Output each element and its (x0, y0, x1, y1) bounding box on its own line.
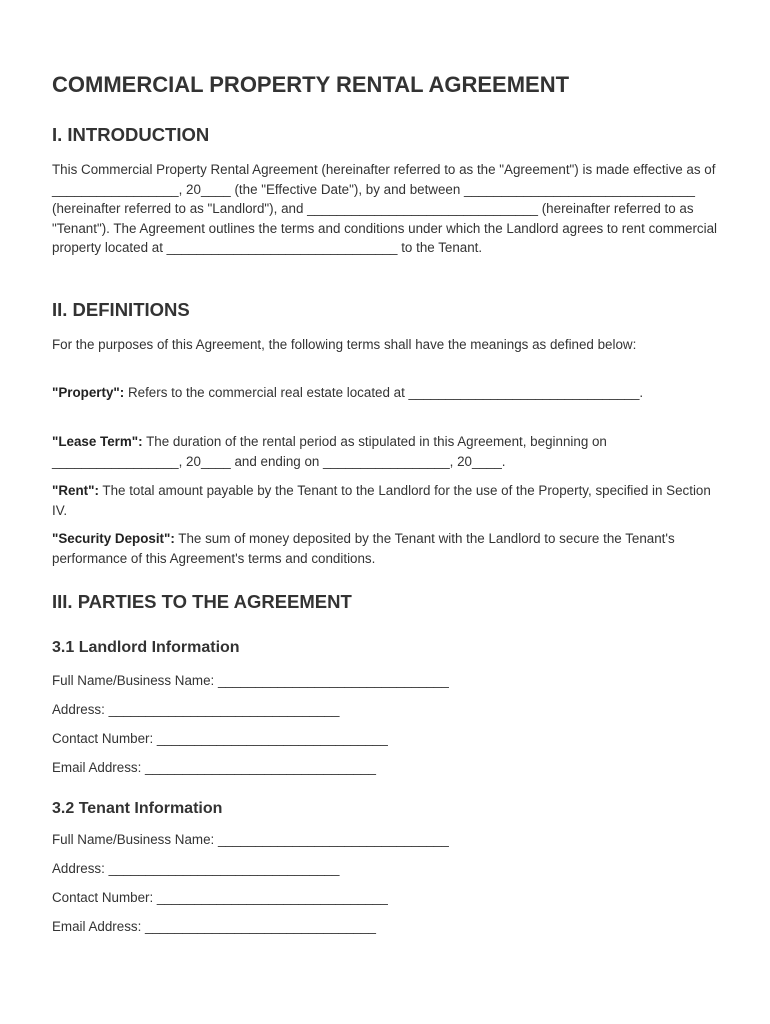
subheading-tenant-information: 3.2 Tenant Information (52, 800, 223, 817)
tenant-email-field: Email Address: _______________________________ (52, 919, 376, 934)
landlord-email-field: Email Address: _______________________________ (52, 760, 376, 775)
subheading-landlord-information: 3.1 Landlord Information (52, 639, 240, 656)
definition-text: The total amount payable by the Tenant to the Landlord for the use of the Property, specified in Section IV. (52, 483, 711, 518)
definitions-intro: For the purposes of this Agreement, the following terms shall have the meanings as defined below: (52, 337, 637, 352)
definition-term: "Security Deposit": (52, 531, 175, 546)
tenant-address-field: Address: _______________________________ (52, 861, 340, 876)
definition-text: The duration of the rental period as stipulated in this Agreement, beginning on _________________, 20____ and ending on _________________, 20____. (52, 434, 607, 469)
section-heading-introduction: I. INTRODUCTION (52, 124, 210, 145)
landlord-contact-field: Contact Number: _______________________________ (52, 731, 388, 746)
definition-term: "Property": (52, 385, 125, 400)
definition-security-deposit (52, 529, 720, 568)
definition-term: "Rent": (52, 483, 99, 498)
definition-text: Refers to the commercial real estate located at _______________________________. (124, 385, 644, 400)
definition-property (52, 383, 720, 403)
definition-term: "Lease Term": (52, 434, 143, 449)
tenant-name-field: Full Name/Business Name: _______________________________ (52, 832, 449, 847)
tenant-contact-field: Contact Number: _______________________________ (52, 890, 388, 905)
landlord-name-field: Full Name/Business Name: _______________________________ (52, 673, 449, 688)
definition-lease-term (52, 432, 720, 471)
landlord-address-field: Address: _______________________________ (52, 702, 340, 717)
section-heading-definitions: II. DEFINITIONS (52, 299, 190, 320)
document-title: COMMERCIAL PROPERTY RENTAL AGREEMENT (52, 72, 570, 97)
definition-text: The sum of money deposited by the Tenant with the Landlord to secure the Tenant's performance of this Agreement's terms and conditions. (52, 531, 675, 566)
section-heading-parties: III. PARTIES TO THE AGREEMENT (52, 591, 352, 612)
definition-rent (52, 481, 720, 520)
introduction-paragraph: This Commercial Property Rental Agreement (hereinafter referred to as the "Agreement") is made effective as of _________________, 20____ (the "Effective Date"), by and between _______________________________ (hereinafter referred to as "Landlord"), and _______________________________ (hereinafter referred to as "Tenant"). The Agreement outlines the terms and conditions under which the Landlord agrees to rent commercial property located at _______________________________ to the Tenant. (52, 162, 718, 255)
